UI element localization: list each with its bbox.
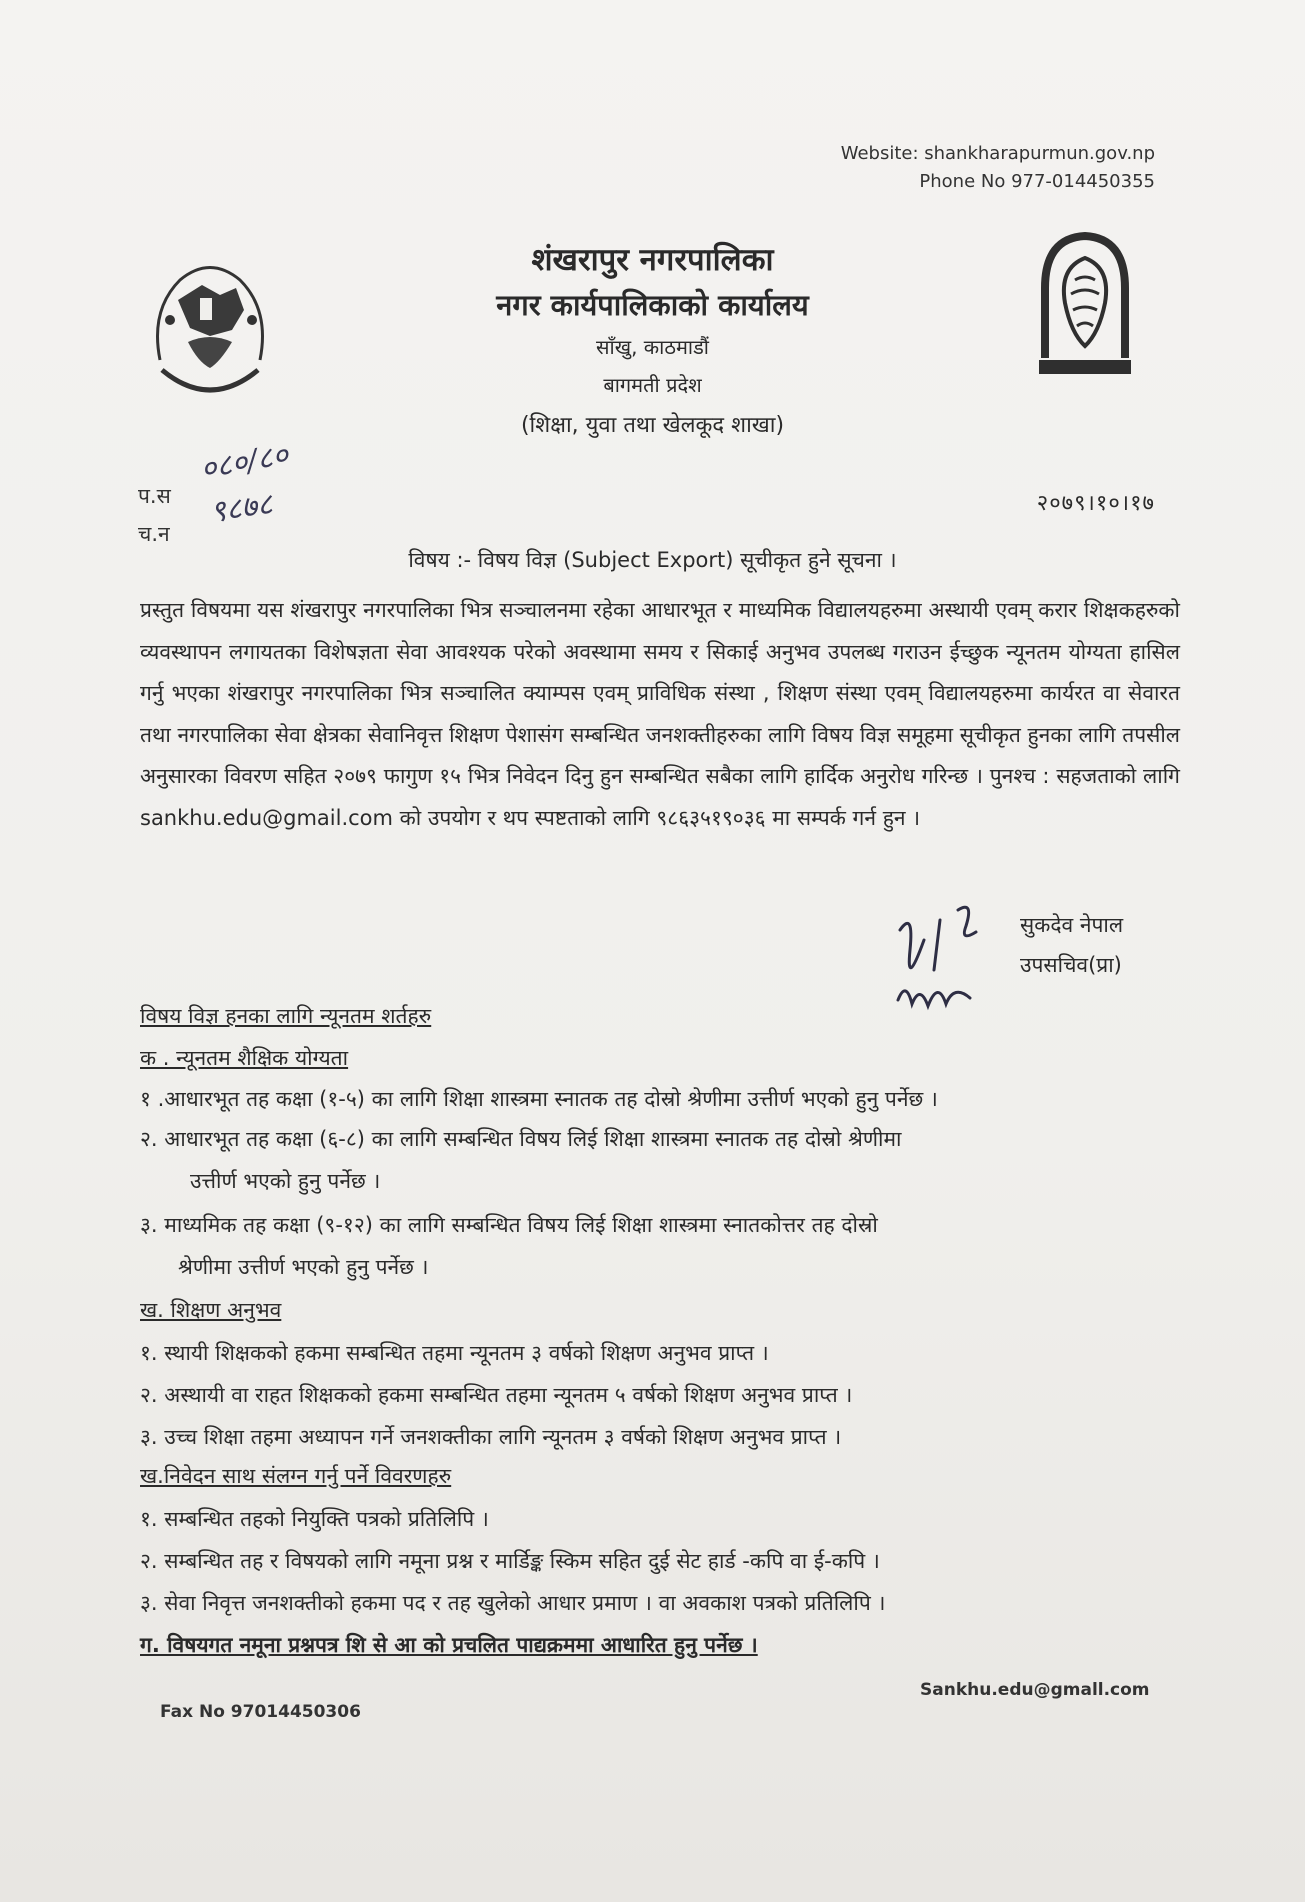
footer-fax: Fax No 97014450306 (160, 1702, 361, 1722)
qualification-item-2-line1: २. आधारभूत तह कक्षा (६-८) का लागि सम्बन्धित विषय लिई शिक्षा शास्त्रमा स्नातक तह दोस्रो श्रेणीमा (140, 1127, 902, 1151)
letter-date: २०७९।१०।१७ (1036, 491, 1155, 516)
signature-block (1020, 905, 1123, 985)
signatory-title: उपसचिव(प्रा) (1020, 953, 1122, 977)
subject-line: विषय :- विषय विज्ञ (Subject Export) सूचीकृत हुने सूचना । (408, 548, 897, 572)
experience-heading: ख. शिक्षण अनुभव (140, 1298, 282, 1322)
office-title: नगर कार्यपालिकाको कार्यालय (496, 288, 809, 322)
section-line: (शिक्षा, युवा तथा खेलकूद शाखा) (520, 413, 785, 438)
province-line: बागमती प्रदेश (603, 373, 702, 397)
cn-label: च.न (138, 522, 170, 546)
cn-handwritten-value: ९८७८ (208, 486, 275, 531)
experience-item-3: ३. उच्च शिक्षा तहमा अध्यापन गर्ने जनशक्तीका लागि न्यूनतम ३ वर्षको शिक्षण अनुभव प्राप्त । (140, 1425, 842, 1449)
qualification-item-1: १ .आधारभूत तह कक्षा (१-५) का लागि शिक्षा शास्त्रमा स्नातक तह दोस्रो श्रेणीमा उत्तीर्ण भएको हुनु पर्नेछ । (140, 1087, 938, 1111)
phone-line: Phone No 977-014450355 (919, 171, 1155, 192)
attachments-heading: ख.निवेदन साथ संलग्न गर्नु पर्ने विवरणहरु (140, 1464, 452, 1488)
ps-handwritten-value: ०८०/८० (197, 437, 291, 488)
municipality-title: शंखरापुर नगरपालिका (531, 242, 774, 278)
experience-item-1: १. स्थायी शिक्षकको हकमा सम्बन्धित तहमा न्यूनतम ३ वर्षको शिक्षण अनुभव प्राप्त । (140, 1341, 769, 1365)
model-question-note: ग. विषयगत नमूना प्रश्नपत्र शि से आ को प्रचलित पाद्यक्रममा आधारित हुनु पर्नेछ । (140, 1633, 758, 1657)
signatory-name: सुकदेव नेपाल (1020, 913, 1124, 937)
attachment-item-3: ३. सेवा निवृत्त जनशक्तीको हकमा पद र तह खुलेको आधार प्रमाण । वा अवकाश पत्रको प्रतिलिपि । (140, 1591, 886, 1615)
qualification-item-3-line2: श्रेणीमा उत्तीर्ण भएको हुनु पर्नेछ । (178, 1255, 429, 1279)
experience-item-2: २. अस्थायी वा राहत शिक्षकको हकमा सम्बन्धित तहमा न्यूनतम ५ वर्षको शिक्षण अनुभव प्राप्त । (140, 1383, 853, 1407)
letterhead (0, 238, 1305, 448)
attachment-item-1: १. सम्बन्धित तहको नियुक्ति पत्रको प्रतिलिपि । (140, 1507, 489, 1531)
website-line: Website: shankharapurmun.gov.np (840, 143, 1155, 164)
qualification-item-2-line2: उत्तीर्ण भएको हुनु पर्नेछ । (190, 1169, 381, 1193)
body-paragraph: प्रस्तुत विषयमा यस शंखरापुर नगरपालिका भित्र सञ्चालनमा रहेका आधारभूत र माध्यमिक विद्यालयहरुमा अस्थायी एवम् करार शिक्षकहरुको व्यवस्थापन लगायतका विशेषज्ञता सेवा आवश्यक परेको अवस्थामा समय र सिकाई अनुभव उपलब्ध गराउन ईच्छुक न्यूनतम योग्यता हासिल गर्नु भएका शंखरापुर नगरपालिका भित्र सञ्चालित क्याम्पस एवम् प्राविधिक संस्था , शिक्षण संस्था एवम् विद्यालयहरुमा कार्यरत वा सेवारत तथा नगरपालिका सेवा क्षेत्रका सेवानिवृत्त शिक्षण पेशासंग सम्बन्धित जनशक्तीहरुका लागि विषय विज्ञ समूहमा सूचीकृत हुनका लागि तपसील अनुसारका विवरण सहित २०७९ फागुण १५ भित्र निवेदन दिनु हुन सम्बन्धित सबैका लागि हार्दिक अनुरोध गरिन्छ । पुनश्च : सहजताको लागि sankhu.edu@gmail.com को उपयोग र थप स्पष्टताको लागि ९८६३५१९०३६ मा सम्पर्क गर्न हुन । (140, 598, 1180, 830)
attachment-item-2: २. सम्बन्धित तह र विषयको लागि नमूना प्रश्न र मार्डिङ्क स्किम सहित दुई सेट हार्ड -कपि वा ई-कपि । (140, 1549, 880, 1573)
handwritten-signature-icon (880, 880, 1020, 1030)
qualification-heading: क . न्यूनतम शैक्षिक योग्यता (140, 1046, 349, 1070)
qualification-item-3-line1: ३. माध्यमिक तह कक्षा (९-१२) का लागि सम्बन्धित विषय लिई शिक्षा शास्त्रमा स्नातकोत्तर तह दोस्रो (140, 1213, 878, 1237)
location-line: साँखु, काठमाडौं (596, 335, 709, 359)
ps-label: प.स (138, 484, 171, 508)
conditions-heading: विषय विज्ञ हनका लागि न्यूनतम शर्तहरु (140, 1004, 432, 1028)
contact-block (841, 140, 1155, 196)
footer-email: Sankhu.edu@gmall.com (920, 1680, 1150, 1700)
